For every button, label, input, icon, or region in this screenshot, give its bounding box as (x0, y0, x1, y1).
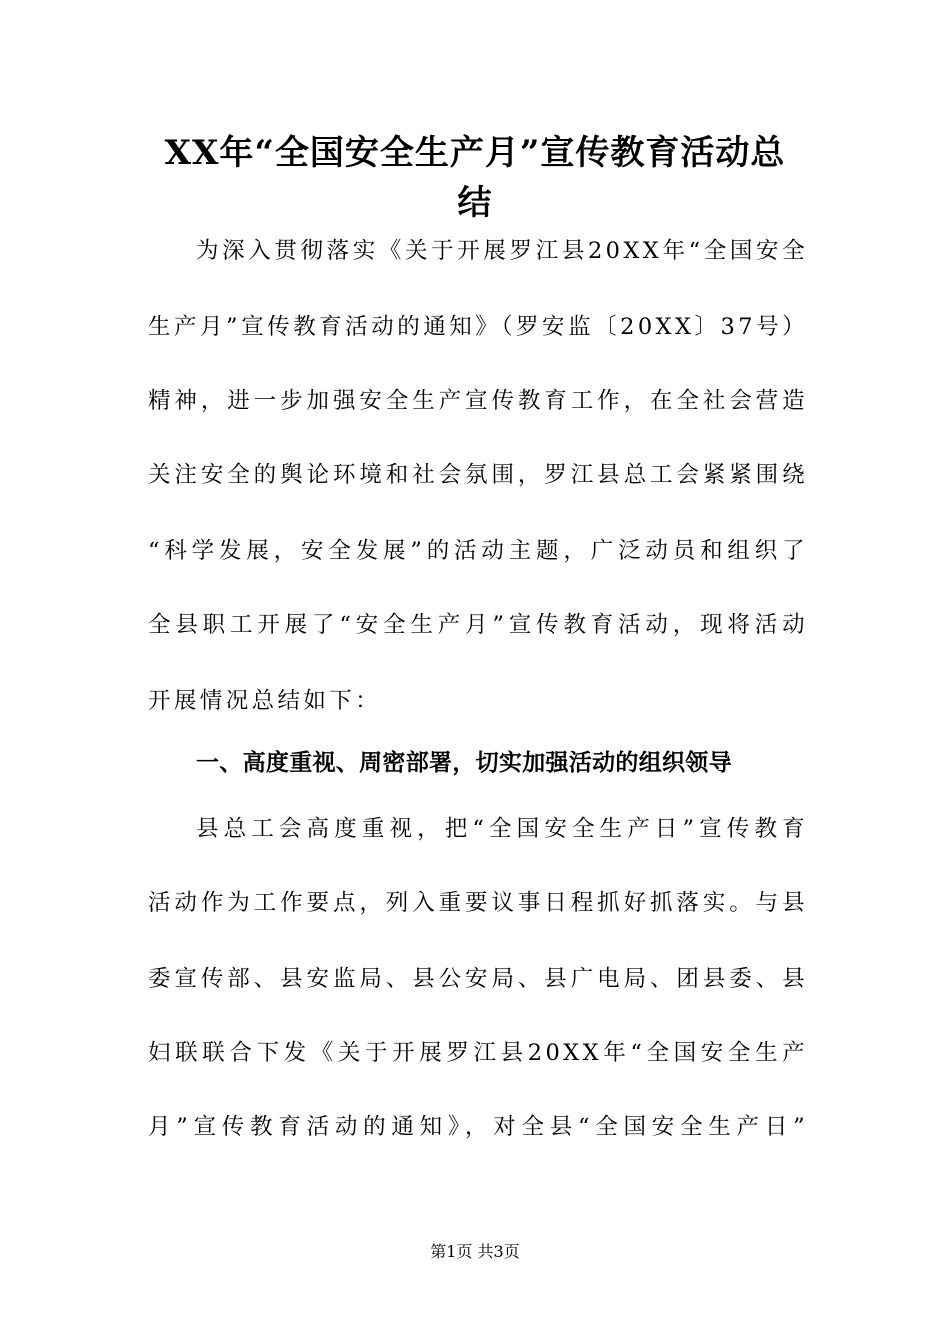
document-title-line-1: XX年“全国安全生产月”宣传教育活动总 (164, 133, 786, 173)
paragraph-1-line-3: 精神，进一步加强安全生产宣传教育工作，在全社会营造 (148, 388, 808, 414)
document-title-line-2: 结 (457, 183, 493, 223)
page-number-footer: 第1页 共3页 (430, 1242, 520, 1261)
paragraph-1-line-2: 生产月”宣传教育活动的通知》（罗安监〔20XX〕37号） (148, 314, 808, 340)
paragraph-2-line-4: 妇联联合下发《关于开展罗江县20XX年“全国安全生产 (148, 1040, 808, 1066)
paragraph-2-line-1: 县总工会高度重视，把“全国安全生产日”宣传教育 (196, 816, 808, 842)
paragraph-2-line-3: 委宣传部、县安监局、县公安局、县广电局、团县委、县 (148, 966, 808, 992)
paragraph-2-line-5: 月”宣传教育活动的通知》，对全县“全国安全生产日” (148, 1114, 808, 1140)
paragraph-1-line-4: 关注安全的舆论环境和社会氛围，罗江县总工会紧紧围绕 (148, 462, 808, 488)
paragraph-1-line-7: 开展情况总结如下： (148, 688, 382, 714)
paragraph-1-line-1: 为深入贯彻落实《关于开展罗江县20XX年“全国安全 (196, 238, 808, 264)
paragraph-2-line-2: 活动作为工作要点，列入重要议事日程抓好抓落实。与县 (148, 890, 808, 916)
section-1-heading: 一、高度重视、周密部署，切实加强活动的组织领导 (196, 750, 732, 776)
paragraph-1-line-6: 全县职工开展了“安全生产月”宣传教育活动，现将活动 (148, 612, 808, 638)
paragraph-1-line-5: “科学发展，安全发展”的活动主题，广泛动员和组织了 (148, 538, 808, 564)
